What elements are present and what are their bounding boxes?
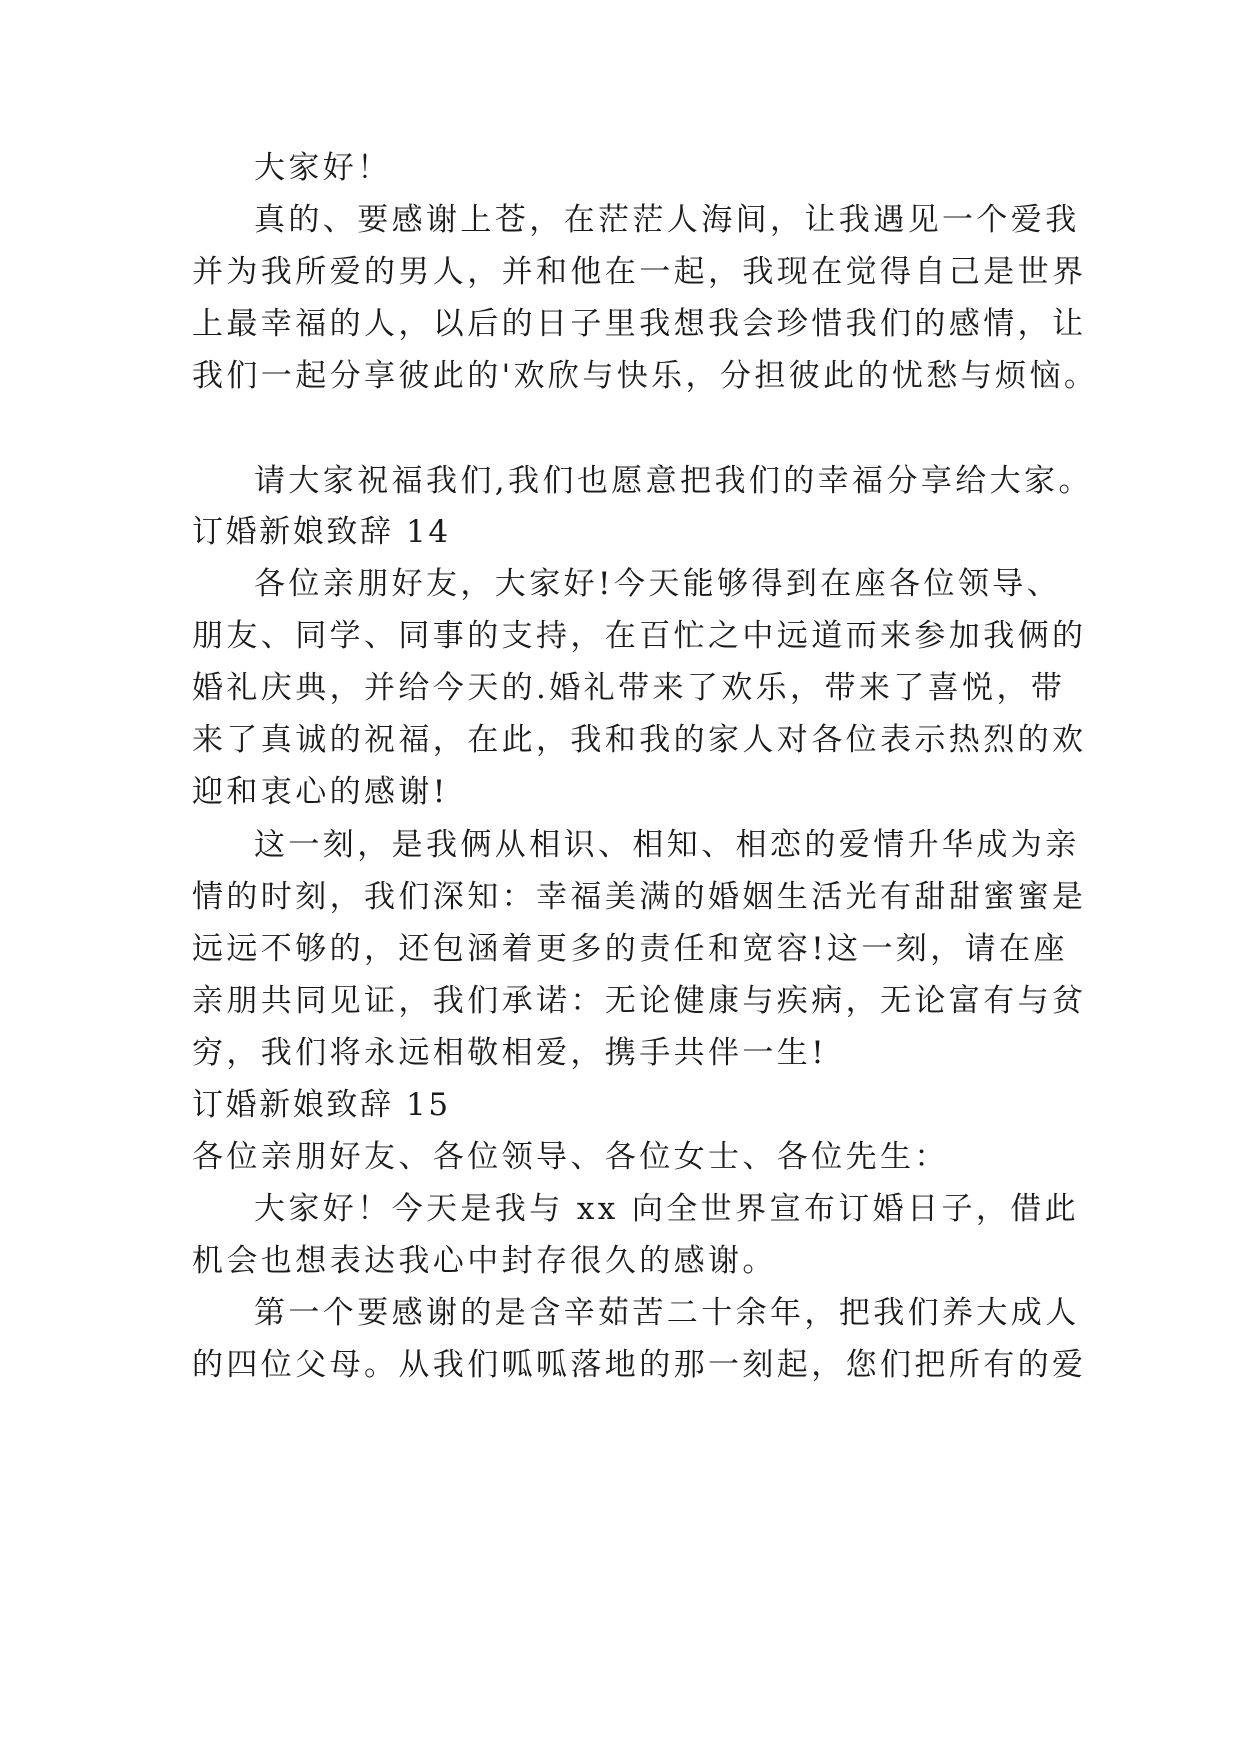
text-line: 并为我所爱的男人，并和他在一起，我现在觉得自己是世界 — [192, 254, 1087, 290]
text-line: 各位亲朋好友、各位领导、各位女士、各位先生： — [192, 1139, 949, 1175]
text-line: 我们一起分享彼此的'欢欣与快乐，分担彼此的忧愁与烦恼。 — [192, 358, 1099, 394]
text-line: 这一刻，是我俩从相识、相知、相恋的爱情升华成为亲 — [254, 827, 1080, 863]
text-line: 请大家祝福我们,我们也愿意把我们的幸福分享给大家。 — [254, 463, 1093, 499]
document-page — [192, 0, 1099, 1754]
text-line: 大家好！今天是我与 xx 向全世界宣布订婚日子，借此 — [254, 1191, 1080, 1227]
section-heading: 订婚新娘致辞 14 — [192, 514, 451, 550]
text-line: 上最幸福的人，以后的日子里我想我会珍惜我们的感情，让 — [192, 306, 1087, 342]
text-line: 真的、要感谢上苍，在茫茫人海间，让我遇见一个爱我 — [254, 202, 1080, 238]
section-heading: 订婚新娘致辞 15 — [192, 1087, 451, 1123]
text-line: 亲朋共同见证，我们承诺：无论健康与疾病，无论富有与贫 — [192, 983, 1087, 1019]
text-line: 的四位父母。从我们呱呱落地的那一刻起，您们把所有的爱 — [192, 1347, 1087, 1383]
text-line: 机会也想表达我心中封存很久的感谢。 — [192, 1243, 777, 1279]
text-line: 迎和衷心的感谢! — [192, 774, 449, 810]
text-line: 大家好！ — [254, 150, 392, 186]
text-line: 第一个要感谢的是含辛茹苦二十余年，把我们养大成人 — [254, 1295, 1080, 1331]
text-line: 来了真诚的祝福，在此，我和我的家人对各位表示热烈的欢 — [192, 722, 1087, 758]
text-line: 穷，我们将永远相敬相爱，携手共伴一生! — [192, 1035, 828, 1071]
text-line: 远远不够的，还包涵着更多的责任和宽容!这一刻，请在座 — [192, 931, 1068, 967]
text-line: 婚礼庆典，并给今天的.婚礼带来了欢乐，带来了喜悦，带 — [192, 670, 1066, 706]
text-line: 朋友、同学、同事的支持，在百忙之中远道而来参加我俩的 — [192, 618, 1087, 654]
text-line: 情的时刻，我们深知：幸福美满的婚姻生活光有甜甜蜜蜜是 — [192, 879, 1087, 915]
text-line: 各位亲朋好友，大家好!今天能够得到在座各位领导、 — [254, 566, 1062, 602]
